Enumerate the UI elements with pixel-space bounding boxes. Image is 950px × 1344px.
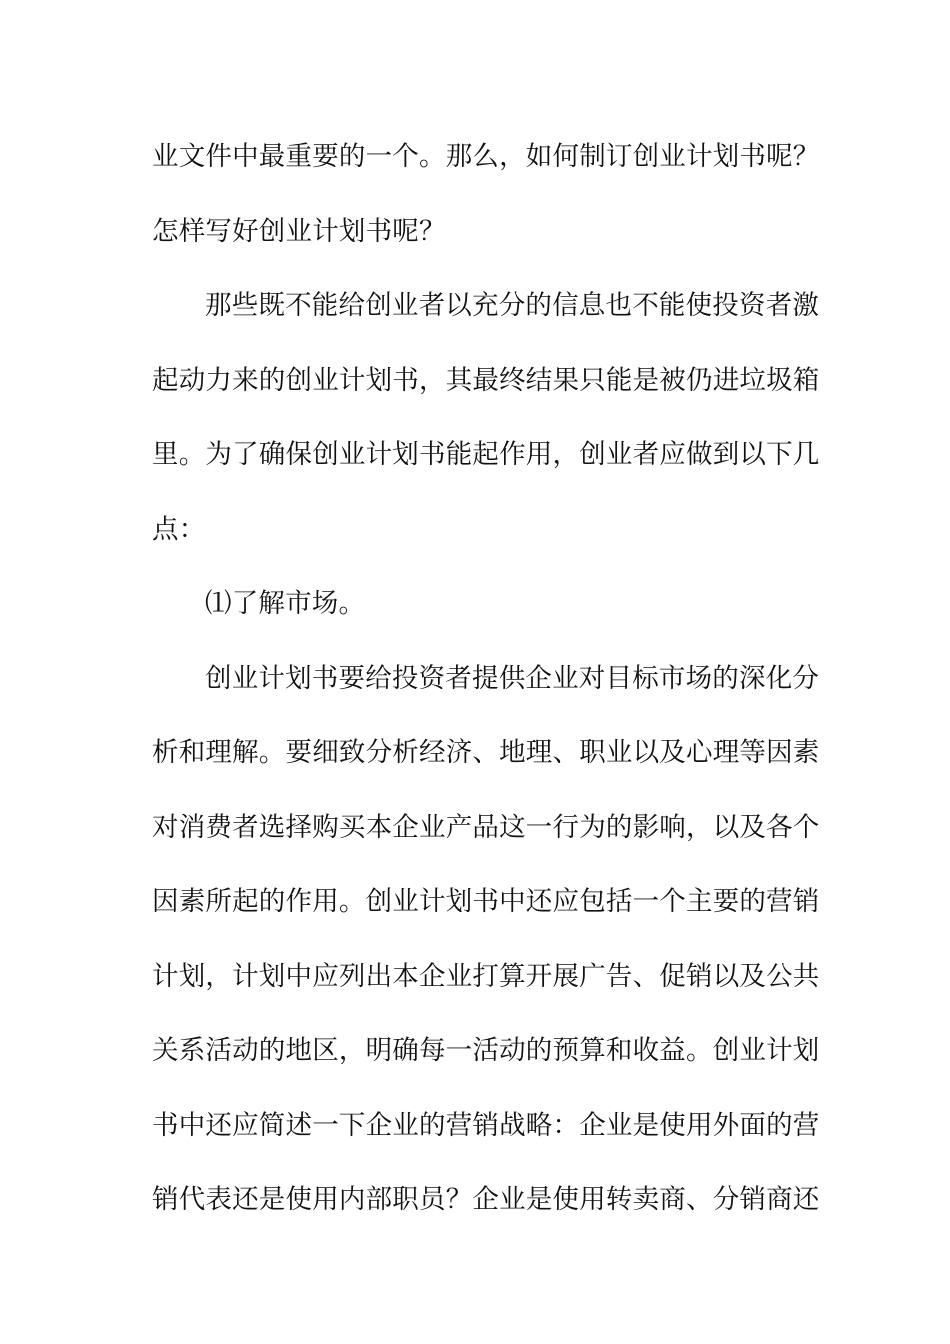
text-line: 里。为了确保创业计划书能起作用，创业者应做到以下几 xyxy=(152,439,820,470)
section-heading: ⑴了解市场。 xyxy=(205,588,366,619)
paragraph-start-line: 创业计划书要给投资者提供企业对目标市场的深化分 xyxy=(205,662,820,694)
text-line: 起动力来的创业计划书，其最终结果只能是被仍进垃圾箱 xyxy=(152,364,820,396)
paragraph-start-line: 那些既不能给创业者以充分的信息也不能使投资者激 xyxy=(205,290,820,321)
text-line: 关系活动的地区，明确每一活动的预算和收益。创业计划 xyxy=(152,1035,820,1066)
text-line: 怎样写好创业计划书呢？ xyxy=(152,215,446,247)
text-line: 对消费者选择购买本企业产品这一行为的影响，以及各个 xyxy=(152,811,820,843)
text-line: 计划，计划中应列出本企业打算开展广告、促销以及公共 xyxy=(152,960,820,992)
text-line: 因素所起的作用。创业计划书中还应包括一个主要的营销 xyxy=(152,886,820,917)
body-text xyxy=(152,120,820,1238)
text-line: 析和理解。要细致分析经济、地理、职业以及心理等因素 xyxy=(152,737,820,768)
text-line: 点： xyxy=(152,513,206,545)
text-line: 业文件中最重要的一个。那么，如何制订创业计划书呢？ xyxy=(152,141,820,172)
text-line: 销代表还是使用内部职员？企业是使用转卖商、分销商还 xyxy=(152,1184,820,1215)
text-line: 书中还应简述一下企业的营销战略：企业是使用外面的营 xyxy=(152,1109,820,1141)
